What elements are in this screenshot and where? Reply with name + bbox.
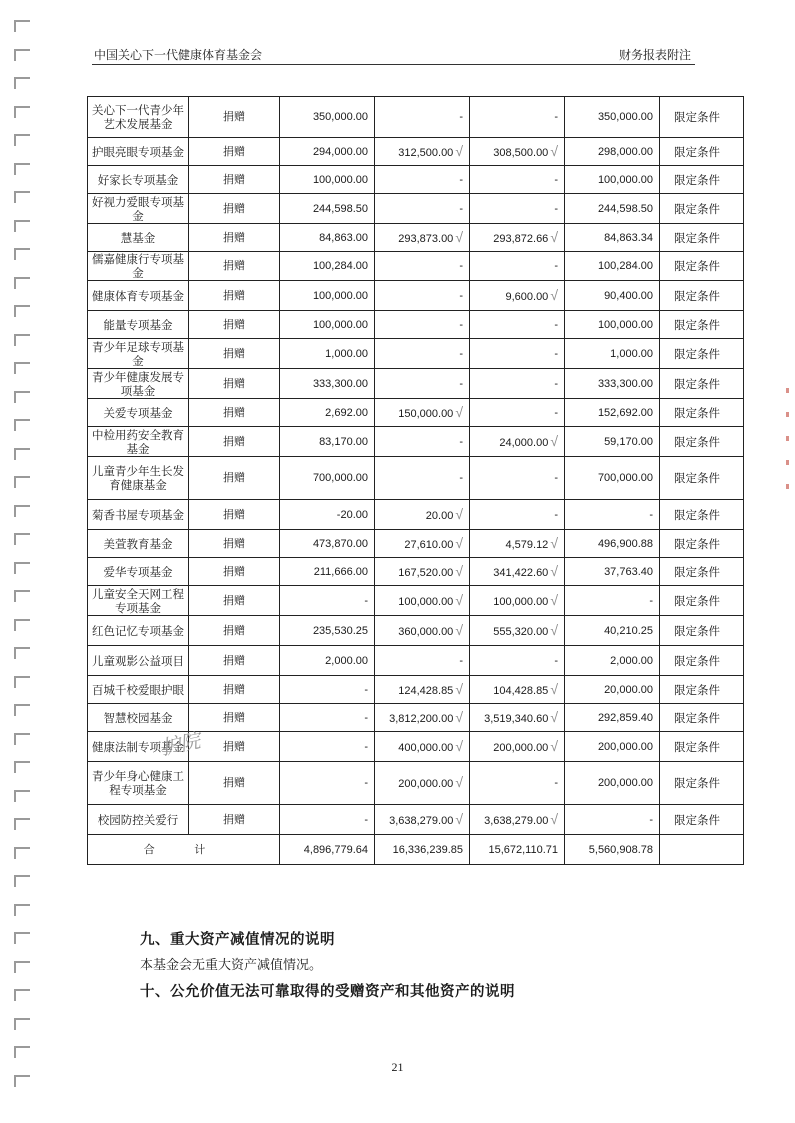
opening-balance-cell: -	[280, 586, 375, 616]
table-row	[88, 252, 744, 281]
table-row	[88, 194, 744, 224]
check-mark-icon: √	[550, 591, 558, 608]
closing-balance-cell: 700,000.00	[565, 457, 660, 500]
restriction-cell: 限定条件	[660, 558, 744, 586]
decrease-cell: 200,000.00 √	[470, 732, 565, 762]
fund-type-cell: 捐赠	[189, 500, 280, 530]
fund-name-cell: 百城千校爱眼护眼	[88, 676, 189, 704]
opening-balance-cell: 100,284.00	[280, 252, 375, 281]
check-mark-icon: √	[455, 708, 463, 725]
increase-cell: -	[375, 457, 470, 500]
restriction-cell: 限定条件	[660, 252, 744, 281]
fund-name-cell: 儿童安全天网工程专项基金	[88, 586, 189, 616]
binder-hole	[14, 476, 30, 488]
check-mark-icon: √	[455, 810, 463, 827]
fund-name-cell: 儿童观影公益项目	[88, 646, 189, 676]
binder-hole	[14, 305, 30, 317]
fund-name-cell: 中检用药安全教育基金	[88, 427, 189, 457]
restriction-cell: 限定条件	[660, 762, 744, 805]
restriction-cell: 限定条件	[660, 339, 744, 369]
fund-type-cell: 捐赠	[189, 311, 280, 339]
decrease-cell: 4,579.12 √	[470, 530, 565, 558]
closing-balance-cell: 244,598.50	[565, 194, 660, 224]
opening-balance-cell: 2,000.00	[280, 646, 375, 676]
binder-hole	[14, 77, 30, 89]
total-decrease-cell: 15,672,110.71	[470, 835, 565, 865]
closing-balance-cell: 333,300.00	[565, 369, 660, 399]
closing-balance-cell: 200,000.00	[565, 762, 660, 805]
increase-cell: -	[375, 97, 470, 138]
decrease-cell: 555,320.00 √	[470, 616, 565, 646]
restriction-cell: 限定条件	[660, 586, 744, 616]
closing-balance-cell: 37,763.40	[565, 558, 660, 586]
increase-cell: -	[375, 339, 470, 369]
opening-balance-cell: 211,666.00	[280, 558, 375, 586]
closing-balance-cell: 20,000.00	[565, 676, 660, 704]
fund-type-cell: 捐赠	[189, 530, 280, 558]
opening-balance-cell: 1,000.00	[280, 339, 375, 369]
fund-type-cell: 捐赠	[189, 194, 280, 224]
increase-cell: -	[375, 646, 470, 676]
section-9-text: 本基金会无重大资产减值情况。	[140, 958, 323, 973]
table-row	[88, 138, 744, 166]
restriction-cell: 限定条件	[660, 500, 744, 530]
table-row	[88, 457, 744, 500]
opening-balance-cell: 700,000.00	[280, 457, 375, 500]
fund-type-cell: 捐赠	[189, 281, 280, 311]
binder-hole	[14, 49, 30, 61]
opening-balance-cell: 235,530.25	[280, 616, 375, 646]
fund-type-cell: 捐赠	[189, 586, 280, 616]
fund-name-cell: 健康体育专项基金	[88, 281, 189, 311]
binder-hole	[14, 676, 30, 688]
total-closing-cell: 5,560,908.78	[565, 835, 660, 865]
opening-balance-cell: 100,000.00	[280, 281, 375, 311]
binder-hole	[14, 334, 30, 346]
opening-balance-cell: 2,692.00	[280, 399, 375, 427]
organization-name: 中国关心下一代健康体育基金会	[94, 48, 263, 62]
decrease-cell: -	[470, 252, 565, 281]
restriction-cell: 限定条件	[660, 704, 744, 732]
check-mark-icon: √	[550, 228, 558, 245]
total-opening-cell: 4,896,779.64	[280, 835, 375, 865]
closing-balance-cell: 100,000.00	[565, 166, 660, 194]
fund-name-cell: 校园防控关爱行	[88, 805, 189, 835]
binder-hole	[14, 448, 30, 460]
fund-name-cell: 护眼亮眼专项基金	[88, 138, 189, 166]
binder-hole	[14, 277, 30, 289]
table-row	[88, 427, 744, 457]
increase-cell: 150,000.00 √	[375, 399, 470, 427]
check-mark-icon: √	[550, 286, 558, 303]
fund-type-cell: 捐赠	[189, 457, 280, 500]
binder-hole	[14, 562, 30, 574]
binder-hole	[14, 191, 30, 203]
restriction-cell: 限定条件	[660, 194, 744, 224]
increase-cell: -	[375, 369, 470, 399]
opening-balance-cell: -	[280, 676, 375, 704]
red-margin-marks	[786, 388, 789, 498]
closing-balance-cell: -	[565, 500, 660, 530]
binder-hole	[14, 505, 30, 517]
closing-balance-cell: 100,284.00	[565, 252, 660, 281]
binder-hole	[14, 134, 30, 146]
fund-type-cell: 捐赠	[189, 646, 280, 676]
decrease-cell: -	[470, 399, 565, 427]
increase-cell: 360,000.00 √	[375, 616, 470, 646]
opening-balance-cell: -	[280, 805, 375, 835]
page-header	[92, 46, 695, 65]
decrease-cell: -	[470, 339, 565, 369]
binder-hole	[14, 533, 30, 545]
binder-hole	[14, 989, 30, 1001]
fund-type-cell: 捐赠	[189, 224, 280, 252]
table-row	[88, 558, 744, 586]
check-mark-icon: √	[455, 505, 463, 522]
binder-hole	[14, 163, 30, 175]
fund-type-cell: 捐赠	[189, 97, 280, 138]
decrease-cell: 100,000.00 √	[470, 586, 565, 616]
table-row	[88, 805, 744, 835]
opening-balance-cell: -	[280, 732, 375, 762]
increase-cell: 400,000.00 √	[375, 732, 470, 762]
opening-balance-cell: -20.00	[280, 500, 375, 530]
restriction-cell: 限定条件	[660, 311, 744, 339]
decrease-cell: 3,519,340.60 √	[470, 704, 565, 732]
binder-hole	[14, 619, 30, 631]
closing-balance-cell: 84,863.34	[565, 224, 660, 252]
opening-balance-cell: 473,870.00	[280, 530, 375, 558]
total-label: 合 计	[88, 835, 280, 865]
fund-name-cell: 健康法制专项基金	[88, 732, 189, 762]
fund-name-cell: 好家长专项基金	[88, 166, 189, 194]
table-row	[88, 369, 744, 399]
restriction-cell: 限定条件	[660, 457, 744, 500]
decrease-cell: -	[470, 166, 565, 194]
decrease-cell: 308,500.00 √	[470, 138, 565, 166]
increase-cell: 124,428.85 √	[375, 676, 470, 704]
check-mark-icon: √	[550, 432, 558, 449]
total-row	[88, 835, 744, 865]
increase-cell: 20.00 √	[375, 500, 470, 530]
check-mark-icon: √	[455, 680, 463, 697]
increase-cell: -	[375, 194, 470, 224]
table-row	[88, 339, 744, 369]
increase-cell: 312,500.00 √	[375, 138, 470, 166]
increase-cell: 3,812,200.00 √	[375, 704, 470, 732]
section-9-heading: 九、重大资产减值情况的说明	[140, 932, 335, 948]
check-mark-icon: √	[455, 562, 463, 579]
table-row	[88, 224, 744, 252]
fund-name-cell: 关爱专项基金	[88, 399, 189, 427]
decrease-cell: -	[470, 646, 565, 676]
restriction-cell: 限定条件	[660, 616, 744, 646]
fund-name-cell: 慧基金	[88, 224, 189, 252]
decrease-cell: -	[470, 311, 565, 339]
increase-cell: -	[375, 166, 470, 194]
fund-type-cell: 捐赠	[189, 762, 280, 805]
total-increase-cell: 16,336,239.85	[375, 835, 470, 865]
document-title: 财务报表附注	[618, 48, 691, 62]
binder-hole	[14, 419, 30, 431]
table-row	[88, 166, 744, 194]
decrease-cell: 9,600.00 √	[470, 281, 565, 311]
check-mark-icon: √	[550, 621, 558, 638]
check-mark-icon: √	[455, 774, 463, 790]
closing-balance-cell: 496,900.88	[565, 530, 660, 558]
closing-balance-cell: 1,000.00	[565, 339, 660, 369]
binder-hole	[14, 1075, 30, 1087]
restriction-cell: 限定条件	[660, 97, 744, 138]
binder-hole	[14, 391, 30, 403]
page-number: 21	[391, 1060, 404, 1074]
decrease-cell: -	[470, 500, 565, 530]
fund-type-cell: 捐赠	[189, 732, 280, 762]
fund-type-cell: 捐赠	[189, 166, 280, 194]
decrease-cell: 24,000.00 √	[470, 427, 565, 457]
binder-hole	[14, 790, 30, 802]
binder-hole	[14, 1046, 30, 1058]
table-row	[88, 311, 744, 339]
closing-balance-cell: -	[565, 805, 660, 835]
fund-name-cell: 美萱教育基金	[88, 530, 189, 558]
decrease-cell: -	[470, 457, 565, 500]
table-row	[88, 530, 744, 558]
opening-balance-cell: -	[280, 762, 375, 805]
fund-type-cell: 捐赠	[189, 138, 280, 166]
restriction-cell: 限定条件	[660, 732, 744, 762]
fund-type-cell: 捐赠	[189, 369, 280, 399]
check-mark-icon: √	[455, 621, 463, 638]
check-mark-icon: √	[455, 228, 463, 245]
binder-hole	[14, 761, 30, 773]
table-row	[88, 97, 744, 138]
fund-name-cell: 菊香书屋专项基金	[88, 500, 189, 530]
opening-balance-cell: 294,000.00	[280, 138, 375, 166]
table-row	[88, 399, 744, 427]
check-mark-icon: √	[455, 142, 463, 159]
fund-type-cell: 捐赠	[189, 616, 280, 646]
decrease-cell: 3,638,279.00 √	[470, 805, 565, 835]
fund-type-cell: 捐赠	[189, 805, 280, 835]
decrease-cell: -	[470, 97, 565, 138]
fund-name-cell: 智慧校园基金	[88, 704, 189, 732]
opening-balance-cell: 83,170.00	[280, 427, 375, 457]
binder-hole	[14, 248, 30, 260]
opening-balance-cell: 84,863.00	[280, 224, 375, 252]
total-empty-cell	[660, 835, 744, 865]
binder-hole	[14, 220, 30, 232]
increase-cell: -	[375, 427, 470, 457]
increase-cell: 167,520.00 √	[375, 558, 470, 586]
table-row	[88, 676, 744, 704]
fund-name-cell: 爱华专项基金	[88, 558, 189, 586]
opening-balance-cell: 350,000.00	[280, 97, 375, 138]
check-mark-icon: √	[455, 591, 463, 608]
decrease-cell: 104,428.85 √	[470, 676, 565, 704]
opening-balance-cell: 100,000.00	[280, 166, 375, 194]
binder-hole	[14, 932, 30, 944]
increase-cell: 27,610.00 √	[375, 530, 470, 558]
closing-balance-cell: 200,000.00	[565, 732, 660, 762]
fund-name-cell: 能量专项基金	[88, 311, 189, 339]
restriction-cell: 限定条件	[660, 224, 744, 252]
increase-cell: 200,000.00 √	[375, 762, 470, 805]
fund-type-cell: 捐赠	[189, 427, 280, 457]
fund-type-cell: 捐赠	[189, 399, 280, 427]
closing-balance-cell: 40,210.25	[565, 616, 660, 646]
check-mark-icon: √	[455, 737, 463, 754]
increase-cell: -	[375, 281, 470, 311]
closing-balance-cell: 90,400.00	[565, 281, 660, 311]
check-mark-icon: √	[455, 534, 463, 551]
table-row	[88, 281, 744, 311]
table-row	[88, 586, 744, 616]
check-mark-icon: √	[455, 403, 463, 420]
binder-hole	[14, 904, 30, 916]
binder-hole	[14, 362, 30, 374]
restriction-cell: 限定条件	[660, 369, 744, 399]
check-mark-icon: √	[550, 142, 558, 159]
closing-balance-cell: 152,692.00	[565, 399, 660, 427]
fund-type-cell: 捐赠	[189, 558, 280, 586]
fund-type-cell: 捐赠	[189, 704, 280, 732]
closing-balance-cell: 100,000.00	[565, 311, 660, 339]
fund-type-cell: 捐赠	[189, 252, 280, 281]
restriction-cell: 限定条件	[660, 530, 744, 558]
check-mark-icon: √	[550, 708, 558, 725]
handwritten-mark: 护院	[158, 728, 203, 760]
decrease-cell: -	[470, 194, 565, 224]
increase-cell: 3,638,279.00 √	[375, 805, 470, 835]
table-row	[88, 616, 744, 646]
restriction-cell: 限定条件	[660, 646, 744, 676]
fund-name-cell: 儒嘉健康行专项基金	[88, 252, 189, 281]
restriction-cell: 限定条件	[660, 281, 744, 311]
fund-name-cell: 儿童青少年生长发育健康基金	[88, 457, 189, 500]
opening-balance-cell: 244,598.50	[280, 194, 375, 224]
closing-balance-cell: 2,000.00	[565, 646, 660, 676]
check-mark-icon: √	[550, 534, 558, 551]
increase-cell: -	[375, 252, 470, 281]
restriction-cell: 限定条件	[660, 805, 744, 835]
fund-name-cell: 青少年健康发展专项基金	[88, 369, 189, 399]
binder-hole	[14, 875, 30, 887]
fund-name-cell: 红色记忆专项基金	[88, 616, 189, 646]
section-10-heading: 十、公允价值无法可靠取得的受赠资产和其他资产的说明	[140, 984, 515, 1000]
fund-name-cell: 好视力爱眼专项基金	[88, 194, 189, 224]
restriction-cell: 限定条件	[660, 138, 744, 166]
fund-name-cell: 青少年身心健康工程专项基金	[88, 762, 189, 805]
binder-hole	[14, 961, 30, 973]
fund-type-cell: 捐赠	[189, 676, 280, 704]
fund-name-cell: 青少年足球专项基金	[88, 339, 189, 369]
binder-hole	[14, 704, 30, 716]
decrease-cell: 293,872.66 √	[470, 224, 565, 252]
restriction-cell: 限定条件	[660, 399, 744, 427]
binder-hole	[14, 847, 30, 859]
increase-cell: 293,873.00 √	[375, 224, 470, 252]
binder-hole	[14, 647, 30, 659]
check-mark-icon: √	[550, 680, 558, 697]
closing-balance-cell: 59,170.00	[565, 427, 660, 457]
increase-cell: 100,000.00 √	[375, 586, 470, 616]
opening-balance-cell: 333,300.00	[280, 369, 375, 399]
check-mark-icon: √	[550, 737, 558, 754]
table-row	[88, 646, 744, 676]
restriction-cell: 限定条件	[660, 676, 744, 704]
table-row	[88, 762, 744, 805]
table-row	[88, 500, 744, 530]
binder-hole	[14, 733, 30, 745]
decrease-cell: -	[470, 762, 565, 805]
fund-name-cell: 关心下一代青少年艺术发展基金	[88, 97, 189, 138]
fund-type-cell: 捐赠	[189, 339, 280, 369]
opening-balance-cell: -	[280, 704, 375, 732]
restriction-cell: 限定条件	[660, 166, 744, 194]
decrease-cell: -	[470, 369, 565, 399]
opening-balance-cell: 100,000.00	[280, 311, 375, 339]
binder-hole	[14, 1018, 30, 1030]
increase-cell: -	[375, 311, 470, 339]
check-mark-icon: √	[550, 562, 558, 579]
binder-hole	[14, 818, 30, 830]
binder-hole	[14, 20, 30, 32]
closing-balance-cell: 350,000.00	[565, 97, 660, 138]
binder-hole	[14, 590, 30, 602]
check-mark-icon: √	[550, 810, 558, 827]
closing-balance-cell: 292,859.40	[565, 704, 660, 732]
closing-balance-cell: -	[565, 586, 660, 616]
closing-balance-cell: 298,000.00	[565, 138, 660, 166]
decrease-cell: 341,422.60 √	[470, 558, 565, 586]
restriction-cell: 限定条件	[660, 427, 744, 457]
binder-hole	[14, 106, 30, 118]
